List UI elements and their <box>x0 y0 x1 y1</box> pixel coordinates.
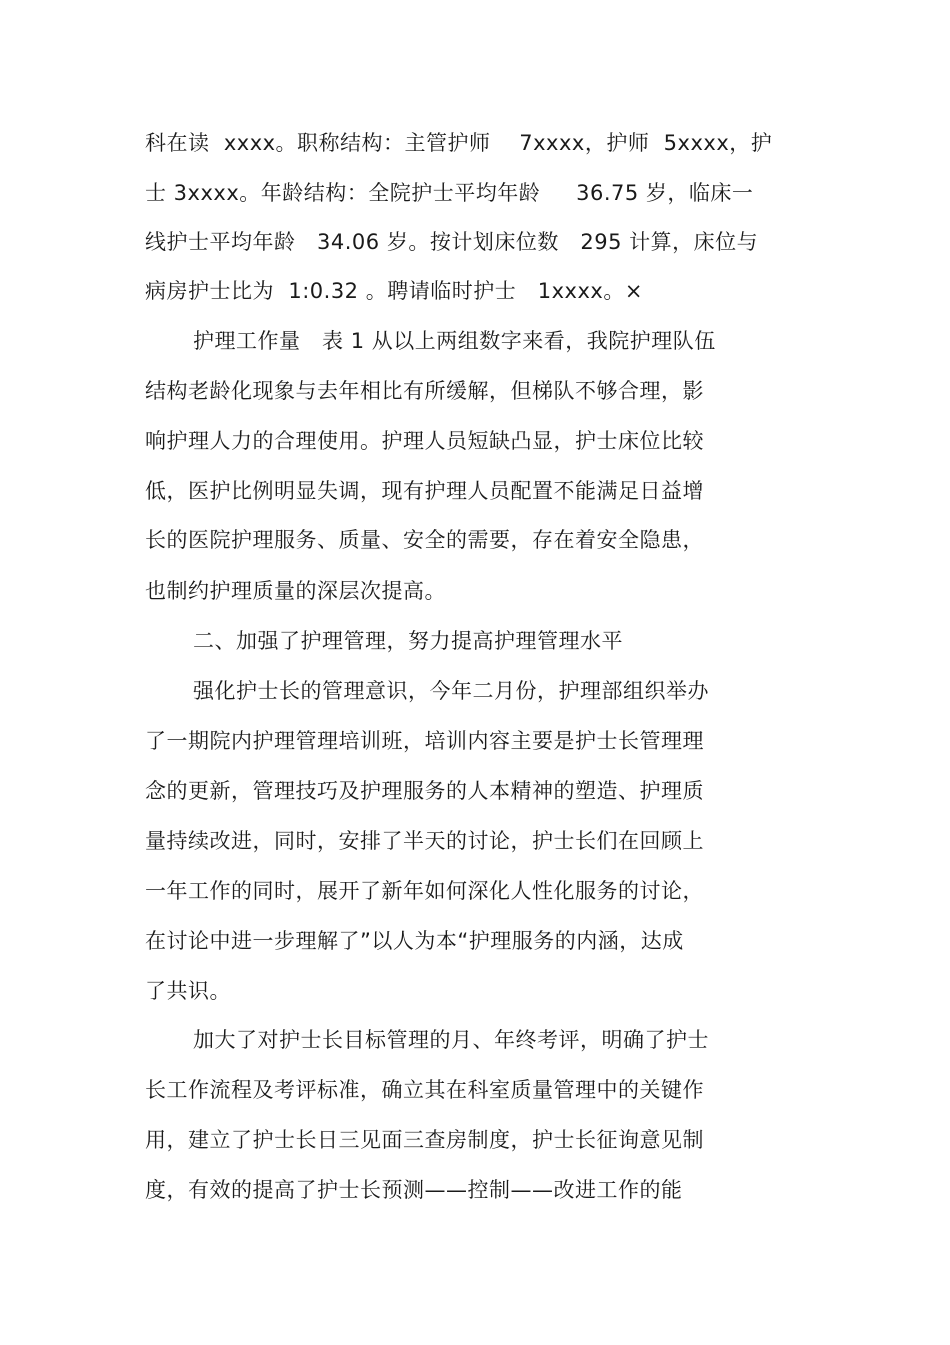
text-line: 士 3xxxx。年龄结构：全院护士平均年龄 36.75 岁，临床一 <box>145 181 754 205</box>
text-line: 结构老龄化现象与去年相比有所缓解，但梯队不够合理，影 <box>145 379 704 403</box>
text-line: 念的更新，管理技巧及护理服务的人本精神的塑造、护理质 <box>145 779 704 803</box>
text-line: 长工作流程及考评标准，确立其在科室质量管理中的关键作 <box>145 1078 704 1102</box>
text-line: 一年工作的同时，展开了新年如何深化人性化服务的讨论， <box>145 879 704 903</box>
text-line: 病房护士比为 1:0.32 。聘请临时护士 1xxxx。× <box>145 279 643 303</box>
paragraph-start-line: 加大了对护士长目标管理的月、年终考评，明确了护士 <box>193 1028 709 1052</box>
text-line: 线护士平均年龄 34.06 岁。按计划床位数 295 计算，床位与 <box>145 230 759 254</box>
text-line: 了一期院内护理管理培训班，培训内容主要是护士长管理理 <box>145 729 704 753</box>
text-line: 用，建立了护士长日三见面三查房制度，护士长征询意见制 <box>145 1128 704 1152</box>
section-heading: 二、加强了护理管理，努力提高护理管理水平 <box>193 629 623 653</box>
text-line: 长的医院护理服务、质量、安全的需要，存在着安全隐患， <box>145 528 704 552</box>
paragraph-start-line: 强化护士长的管理意识，今年二月份，护理部组织举办 <box>193 679 709 703</box>
text-line: 科在读 xxxx。职称结构：主管护师 7xxxx，护师 5xxxx，护 <box>145 131 773 155</box>
text-line: 低，医护比例明显失调，现有护理人员配置不能满足日益增 <box>145 479 704 503</box>
paragraph-start-line: 护理工作量 表 1 从以上两组数字来看，我院护理队伍 <box>193 329 716 353</box>
text-line: 在讨论中进一步理解了”以人为本“护理服务的内涵，达成 <box>145 929 684 953</box>
text-line: 了共识。 <box>145 979 231 1003</box>
text-line: 也制约护理质量的深层次提高。 <box>145 579 446 603</box>
text-line: 量持续改进，同时，安排了半天的讨论，护士长们在回顾上 <box>145 829 704 853</box>
text-line: 度，有效的提高了护士长预测——控制——改进工作的能 <box>145 1178 683 1202</box>
text-line: 响护理人力的合理使用。护理人员短缺凸显，护士床位比较 <box>145 429 704 453</box>
